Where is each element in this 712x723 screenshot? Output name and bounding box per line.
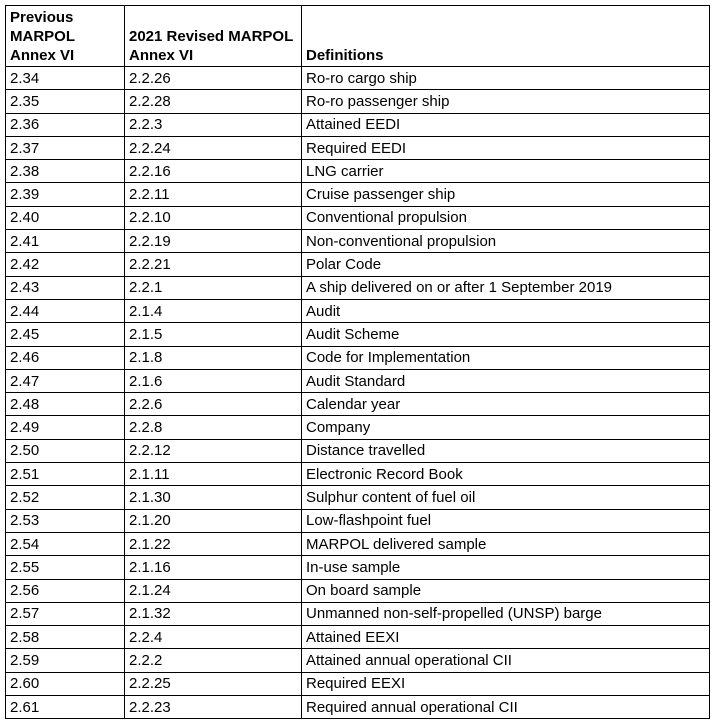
cell-revised: 2.1.16	[125, 556, 302, 579]
table-row	[6, 183, 710, 206]
table-row	[6, 696, 710, 719]
table-row	[6, 416, 710, 439]
cell-revised: 2.1.11	[125, 463, 302, 486]
cell-definition: Conventional propulsion	[302, 206, 710, 229]
cell-revised: 2.1.22	[125, 532, 302, 555]
table-row	[6, 90, 710, 113]
table-row	[6, 276, 710, 299]
cell-previous: 2.44	[6, 299, 125, 322]
cell-revised: 2.2.2	[125, 649, 302, 672]
cell-definition: Non-conventional propulsion	[302, 230, 710, 253]
cell-previous: 2.36	[6, 113, 125, 136]
table-row	[6, 556, 710, 579]
header-previous: Previous MARPOL Annex VI	[6, 6, 125, 67]
header-definitions: Definitions	[302, 6, 710, 67]
cell-revised: 2.2.19	[125, 230, 302, 253]
cell-previous: 2.52	[6, 486, 125, 509]
cell-definition: Distance travelled	[302, 439, 710, 462]
cell-previous: 2.37	[6, 136, 125, 159]
cell-definition: Sulphur content of fuel oil	[302, 486, 710, 509]
cell-revised: 2.1.8	[125, 346, 302, 369]
cell-definition: Attained EEDI	[302, 113, 710, 136]
table-row	[6, 253, 710, 276]
table-row	[6, 369, 710, 392]
cell-definition: Audit	[302, 299, 710, 322]
table-row	[6, 136, 710, 159]
cell-definition: A ship delivered on or after 1 September 2019	[302, 276, 710, 299]
cell-definition: Audit Scheme	[302, 323, 710, 346]
cell-definition: Required annual operational CII	[302, 696, 710, 719]
cell-previous: 2.35	[6, 90, 125, 113]
definitions-table	[5, 5, 710, 719]
cell-revised: 2.2.25	[125, 672, 302, 695]
header-row	[6, 6, 710, 67]
cell-definition: Audit Standard	[302, 369, 710, 392]
cell-definition: Company	[302, 416, 710, 439]
cell-previous: 2.43	[6, 276, 125, 299]
cell-revised: 2.2.26	[125, 67, 302, 90]
cell-definition: Calendar year	[302, 393, 710, 416]
table-row	[6, 323, 710, 346]
table-row	[6, 486, 710, 509]
cell-revised: 2.2.3	[125, 113, 302, 136]
cell-revised: 2.1.30	[125, 486, 302, 509]
table-row	[6, 393, 710, 416]
cell-definition: Electronic Record Book	[302, 463, 710, 486]
cell-previous: 2.40	[6, 206, 125, 229]
cell-revised: 2.2.23	[125, 696, 302, 719]
cell-definition: Required EEXI	[302, 672, 710, 695]
table-row	[6, 463, 710, 486]
cell-previous: 2.34	[6, 67, 125, 90]
cell-revised: 2.1.32	[125, 602, 302, 625]
cell-revised: 2.2.21	[125, 253, 302, 276]
cell-previous: 2.39	[6, 183, 125, 206]
cell-revised: 2.2.28	[125, 90, 302, 113]
table-row	[6, 230, 710, 253]
cell-definition: Required EEDI	[302, 136, 710, 159]
table-row	[6, 439, 710, 462]
cell-previous: 2.45	[6, 323, 125, 346]
cell-previous: 2.55	[6, 556, 125, 579]
table-row	[6, 346, 710, 369]
table-row	[6, 299, 710, 322]
cell-previous: 2.59	[6, 649, 125, 672]
cell-revised: 2.2.4	[125, 626, 302, 649]
cell-revised: 2.1.6	[125, 369, 302, 392]
table-row	[6, 649, 710, 672]
cell-previous: 2.54	[6, 532, 125, 555]
table-row	[6, 672, 710, 695]
cell-revised: 2.2.11	[125, 183, 302, 206]
cell-definition: LNG carrier	[302, 160, 710, 183]
table-row	[6, 579, 710, 602]
cell-revised: 2.2.1	[125, 276, 302, 299]
cell-previous: 2.61	[6, 696, 125, 719]
cell-previous: 2.42	[6, 253, 125, 276]
table-row	[6, 626, 710, 649]
cell-previous: 2.58	[6, 626, 125, 649]
cell-revised: 2.2.16	[125, 160, 302, 183]
cell-revised: 2.2.24	[125, 136, 302, 159]
cell-revised: 2.1.5	[125, 323, 302, 346]
cell-previous: 2.51	[6, 463, 125, 486]
table-row	[6, 206, 710, 229]
cell-definition: Attained annual operational CII	[302, 649, 710, 672]
cell-definition: MARPOL delivered sample	[302, 532, 710, 555]
cell-definition: Ro-ro passenger ship	[302, 90, 710, 113]
cell-definition: Unmanned non-self-propelled (UNSP) barge	[302, 602, 710, 625]
cell-definition: Code for Implementation	[302, 346, 710, 369]
cell-previous: 2.47	[6, 369, 125, 392]
cell-definition: Low-flashpoint fuel	[302, 509, 710, 532]
cell-revised: 2.2.10	[125, 206, 302, 229]
cell-definition: In-use sample	[302, 556, 710, 579]
cell-previous: 2.48	[6, 393, 125, 416]
cell-previous: 2.57	[6, 602, 125, 625]
table-row	[6, 160, 710, 183]
table-row	[6, 532, 710, 555]
cell-revised: 2.2.6	[125, 393, 302, 416]
cell-definition: On board sample	[302, 579, 710, 602]
cell-revised: 2.1.20	[125, 509, 302, 532]
cell-previous: 2.49	[6, 416, 125, 439]
cell-revised: 2.2.8	[125, 416, 302, 439]
cell-previous: 2.41	[6, 230, 125, 253]
table-row	[6, 67, 710, 90]
table-row	[6, 602, 710, 625]
header-revised: 2021 Revised MARPOL Annex VI	[125, 6, 302, 67]
cell-revised: 2.1.4	[125, 299, 302, 322]
cell-revised: 2.2.12	[125, 439, 302, 462]
cell-definition: Polar Code	[302, 253, 710, 276]
cell-previous: 2.50	[6, 439, 125, 462]
cell-previous: 2.38	[6, 160, 125, 183]
cell-revised: 2.1.24	[125, 579, 302, 602]
cell-previous: 2.53	[6, 509, 125, 532]
cell-previous: 2.46	[6, 346, 125, 369]
cell-previous: 2.60	[6, 672, 125, 695]
cell-definition: Attained EEXI	[302, 626, 710, 649]
cell-definition: Ro-ro cargo ship	[302, 67, 710, 90]
table-row	[6, 113, 710, 136]
table-row	[6, 509, 710, 532]
cell-definition: Cruise passenger ship	[302, 183, 710, 206]
cell-previous: 2.56	[6, 579, 125, 602]
